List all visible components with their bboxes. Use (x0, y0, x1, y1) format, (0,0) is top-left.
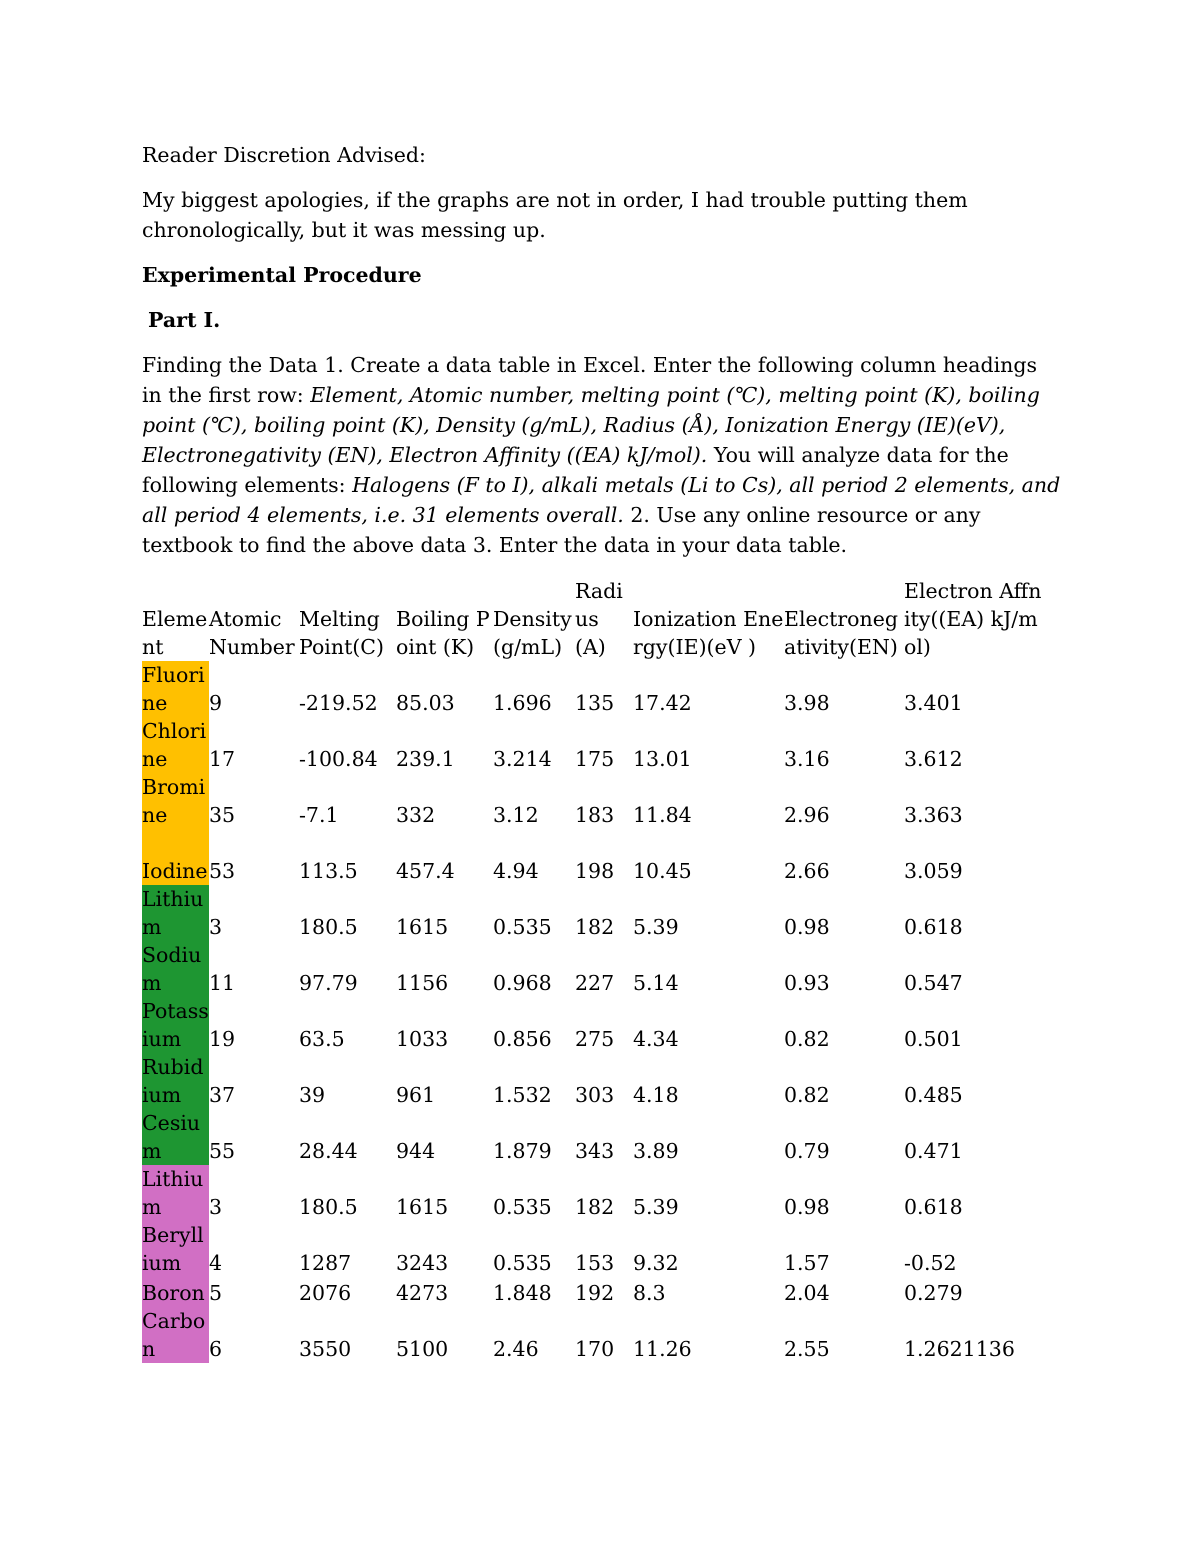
cell-electronegativity: 0.82 (784, 1083, 830, 1107)
cell-melting-point: 28.44 (299, 1139, 358, 1163)
table-row (142, 997, 1044, 1053)
cell-radius: 227 (575, 971, 615, 995)
cell-radius: 183 (575, 803, 615, 827)
cell-element: Potassium (142, 999, 209, 1051)
cell-radius: 175 (575, 747, 615, 771)
cell-ionization-energy: 8.3 (633, 1281, 666, 1305)
cell-ionization-energy: 11.84 (633, 803, 692, 827)
cell-melting-point: 2076 (299, 1281, 352, 1305)
apology-paragraph: My biggest apologies, if the graphs are not in order, I had trouble putting them chronologically, but it was messing up. (142, 188, 968, 242)
header-electronegativity: Electroneg ativity(EN) (784, 607, 898, 659)
cell-radius: 343 (575, 1139, 615, 1163)
cell-boiling-point: 961 (396, 1083, 436, 1107)
cell-electron-affinity: 0.485 (904, 1083, 963, 1107)
cell-electron-affinity: 1.2621136 (904, 1337, 1015, 1361)
cell-element: Cesium (142, 1109, 209, 1165)
cell-density: 0.856 (493, 1027, 552, 1051)
table-row (142, 829, 1044, 885)
cell-density: 0.968 (493, 971, 552, 995)
cell-ionization-energy: 17.42 (633, 691, 692, 715)
cell-electron-affinity: 0.618 (904, 1195, 963, 1219)
cell-electronegativity: 2.96 (784, 803, 830, 827)
cell-electronegativity: 1.57 (784, 1251, 830, 1275)
cell-melting-point: -219.52 (299, 691, 378, 715)
table-body (142, 661, 1044, 1363)
table-row (142, 717, 1044, 773)
cell-electron-affinity: 0.547 (904, 971, 963, 995)
cell-radius: 170 (575, 1337, 615, 1361)
cell-element: Fluorine (142, 661, 209, 717)
cell-radius: 275 (575, 1027, 615, 1051)
cell-boiling-point: 85.03 (396, 691, 455, 715)
cell-atomic-number: 4 (209, 1251, 223, 1275)
cell-electron-affinity: 3.363 (904, 803, 963, 827)
cell-ionization-energy: 5.39 (633, 1195, 679, 1219)
cell-melting-point: 63.5 (299, 1027, 345, 1051)
cell-atomic-number: 3 (209, 1195, 223, 1219)
cell-atomic-number: 53 (209, 859, 236, 883)
cell-electronegativity: 0.98 (784, 1195, 830, 1219)
discretion-title: Reader Discretion Advised: (142, 143, 426, 167)
instructions-paragraph (142, 350, 1062, 560)
table-row (142, 1109, 1044, 1165)
cell-atomic-number: 6 (209, 1337, 223, 1361)
cell-melting-point: 1287 (299, 1251, 352, 1275)
header-element: Eleme nt (142, 607, 208, 659)
instructions-tail: 2. Use any online resource or any textbook to find the above data 3. Enter the data in your data table. (142, 503, 981, 557)
cell-radius: 182 (575, 915, 615, 939)
table-header-row (142, 577, 1044, 661)
table-row (142, 941, 1044, 997)
cell-boiling-point: 5100 (396, 1337, 449, 1361)
cell-density: 3.214 (493, 747, 552, 771)
cell-ionization-energy: 3.89 (633, 1139, 679, 1163)
cell-ionization-energy: 5.14 (633, 971, 679, 995)
cell-atomic-number: 3 (209, 915, 223, 939)
table-row (142, 1221, 1044, 1277)
cell-electron-affinity: 3.401 (904, 691, 963, 715)
cell-atomic-number: 9 (209, 691, 223, 715)
cell-electronegativity: 0.79 (784, 1139, 830, 1163)
cell-density: 1.696 (493, 691, 552, 715)
cell-element: Lithium (142, 885, 209, 941)
cell-boiling-point: 1615 (396, 1195, 449, 1219)
cell-element: Rubidium (142, 1053, 209, 1109)
cell-electronegativity: 0.98 (784, 915, 830, 939)
cell-electron-affinity: 0.279 (904, 1281, 963, 1305)
cell-electron-affinity: 3.059 (904, 859, 963, 883)
cell-density: 0.535 (493, 1195, 552, 1219)
cell-electron-affinity: 0.618 (904, 915, 963, 939)
cell-density: 3.12 (493, 803, 539, 827)
cell-boiling-point: 1156 (396, 971, 449, 995)
table-row (142, 773, 1044, 829)
cell-element: Beryllium (142, 1221, 209, 1277)
header-electron-affinity: Electron Affnity((EA) kJ/mol) (904, 579, 1042, 659)
cell-atomic-number: 35 (209, 803, 236, 827)
cell-boiling-point: 1615 (396, 915, 449, 939)
header-atomic-number: Atomic Number (209, 607, 295, 659)
cell-radius: 153 (575, 1251, 615, 1275)
section-heading: Experimental Procedure (142, 263, 422, 287)
cell-electron-affinity: 0.501 (904, 1027, 963, 1051)
cell-melting-point: 180.5 (299, 1195, 358, 1219)
table-row (142, 1053, 1044, 1109)
table-row (142, 661, 1044, 717)
cell-density: 1.879 (493, 1139, 552, 1163)
cell-atomic-number: 37 (209, 1083, 236, 1107)
cell-boiling-point: 332 (396, 803, 436, 827)
cell-density: 2.46 (493, 1337, 539, 1361)
cell-radius: 192 (575, 1281, 615, 1305)
instructions-headings: Element, Atomic number, melting point (℃), melting point (K), boiling point (℃), boiling point (K), Density (g/mL), Radius (Å), Ionization Energy (IE)(eV), Electronegativity (EN), Electron Affinity ((EA) kJ/mol). (142, 383, 1040, 467)
cell-electronegativity: 3.16 (784, 747, 830, 771)
cell-melting-point: -100.84 (299, 747, 378, 771)
cell-atomic-number: 5 (209, 1281, 223, 1305)
cell-boiling-point: 239.1 (396, 747, 455, 771)
cell-electronegativity: 2.04 (784, 1281, 830, 1305)
cell-melting-point: 39 (299, 1083, 326, 1107)
cell-boiling-point: 4273 (396, 1281, 449, 1305)
cell-element: Bromine (142, 773, 209, 829)
cell-element: Iodine (142, 829, 209, 885)
table-row (142, 1277, 1044, 1307)
cell-melting-point: 97.79 (299, 971, 358, 995)
cell-electronegativity: 2.55 (784, 1337, 830, 1361)
instructions-middle: You will analyze data for the following elements: (142, 443, 1009, 497)
cell-boiling-point: 457.4 (396, 859, 455, 883)
cell-radius: 135 (575, 691, 615, 715)
cell-element: Carbon (142, 1307, 209, 1363)
cell-ionization-energy: 10.45 (633, 859, 692, 883)
cell-ionization-energy: 4.18 (633, 1083, 679, 1107)
cell-electron-affinity: 0.471 (904, 1139, 963, 1163)
header-density: Density (g/mL) (493, 607, 572, 659)
cell-electronegativity: 0.93 (784, 971, 830, 995)
cell-atomic-number: 55 (209, 1139, 236, 1163)
cell-element: Chlorine (142, 717, 209, 773)
header-ionization-energy: Ionization Energy(IE)(eV ) (633, 607, 784, 659)
table-row (142, 1165, 1044, 1221)
element-data-table (142, 577, 1044, 1363)
cell-density: 1.532 (493, 1083, 552, 1107)
cell-radius: 182 (575, 1195, 615, 1219)
cell-melting-point: -7.1 (299, 803, 339, 827)
header-radius: Radi us (A) (575, 579, 623, 659)
cell-melting-point: 180.5 (299, 915, 358, 939)
header-boiling-point: Boiling Point (K) (396, 607, 490, 659)
cell-element: Lithium (142, 1165, 209, 1221)
cell-electron-affinity: 3.612 (904, 747, 963, 771)
cell-ionization-energy: 13.01 (633, 747, 692, 771)
table-row (142, 1307, 1044, 1363)
table-row (142, 885, 1044, 941)
cell-ionization-energy: 4.34 (633, 1027, 679, 1051)
cell-ionization-energy: 9.32 (633, 1251, 679, 1275)
cell-boiling-point: 1033 (396, 1027, 449, 1051)
cell-electronegativity: 0.82 (784, 1027, 830, 1051)
cell-melting-point: 3550 (299, 1337, 352, 1361)
cell-element: Sodium (142, 941, 209, 997)
cell-density: 4.94 (493, 859, 539, 883)
header-melting-point: Melting Point(C) (299, 607, 384, 659)
cell-radius: 303 (575, 1083, 615, 1107)
cell-boiling-point: 944 (396, 1139, 436, 1163)
cell-density: 1.848 (493, 1281, 552, 1305)
instructions-elements: Halogens (F to I), alkali metals (Li to Cs), all period 2 elements, and all period 4 elements, i.e. 31 elements overall. (142, 473, 1061, 527)
cell-density: 0.535 (493, 915, 552, 939)
cell-electron-affinity: -0.52 (904, 1251, 957, 1275)
cell-melting-point: 113.5 (299, 859, 358, 883)
instructions-lead: Finding the Data 1. Create a data table in Excel. Enter the following column headings in the first row: (142, 353, 1037, 407)
cell-element: Boron (142, 1277, 209, 1307)
cell-radius: 198 (575, 859, 615, 883)
cell-boiling-point: 3243 (396, 1251, 449, 1275)
cell-density: 0.535 (493, 1251, 552, 1275)
cell-atomic-number: 17 (209, 747, 236, 771)
cell-atomic-number: 19 (209, 1027, 236, 1051)
part-heading: Part I. (148, 308, 221, 332)
cell-electronegativity: 3.98 (784, 691, 830, 715)
cell-atomic-number: 11 (209, 971, 236, 995)
cell-ionization-energy: 11.26 (633, 1337, 692, 1361)
document-body (142, 140, 1062, 1363)
cell-electronegativity: 2.66 (784, 859, 830, 883)
cell-ionization-energy: 5.39 (633, 915, 679, 939)
